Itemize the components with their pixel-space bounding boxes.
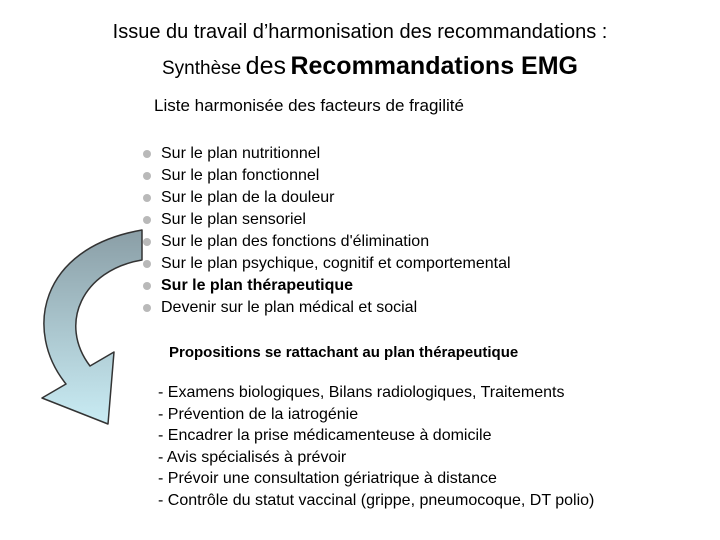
bullet-icon xyxy=(143,216,151,224)
therapeutic-proposals-heading: Propositions se rattachant au plan thérapeutique xyxy=(169,344,519,361)
proposal-item: - Prévention de la iatrogénie xyxy=(158,405,359,423)
proposal-item: - Contrôle du statut vaccinal (grippe, pneumocoque, DT polio) xyxy=(158,491,595,509)
factor-item xyxy=(141,231,511,253)
bullet-icon xyxy=(143,172,151,180)
proposal-item: - Encadrer la prise médicamenteuse à domicile xyxy=(158,427,492,444)
factor-label: Sur le plan psychique, cognitif et comportemental xyxy=(161,255,511,272)
proposal-item: - Avis spécialisés à prévoir xyxy=(158,448,347,466)
fragility-factors-list xyxy=(141,143,511,319)
proposal-item: - Examens biologiques, Bilans radiologiques, Traitements xyxy=(158,384,565,401)
factor-item xyxy=(141,209,511,231)
title-recommandations-emg: Recommandations EMG xyxy=(290,52,578,80)
slide-title-line1: Issue du travail d’harmonisation des recommandations : xyxy=(112,21,608,43)
factor-label: Devenir sur le plan médical et social xyxy=(161,299,418,316)
factor-item xyxy=(141,253,511,275)
title-des-word: des xyxy=(245,52,286,80)
factor-item xyxy=(141,187,511,209)
fragility-factors-heading: Liste harmonisée des facteurs de fragilité xyxy=(154,96,464,115)
factor-label: Sur le plan de la douleur xyxy=(161,189,335,206)
factor-label: Sur le plan fonctionnel xyxy=(161,167,320,184)
factor-item xyxy=(141,143,511,165)
factor-label: Sur le plan sensoriel xyxy=(161,211,306,228)
factor-label: Sur le plan nutritionnel xyxy=(161,145,321,162)
title-synthese-word: Synthèse xyxy=(161,58,242,79)
factor-item-highlighted xyxy=(141,275,511,297)
factor-item xyxy=(141,165,511,187)
factor-item xyxy=(141,297,511,319)
therapeutic-proposals-list xyxy=(158,382,594,511)
factor-label: Sur le plan thérapeutique xyxy=(161,277,354,294)
bullet-icon xyxy=(143,150,151,158)
bullet-icon xyxy=(143,194,151,202)
factor-label: Sur le plan des fonctions d'élimination xyxy=(161,233,430,250)
slide-title-line2 xyxy=(0,50,720,86)
proposal-item: - Prévoir une consultation gériatrique à distance xyxy=(158,470,497,487)
curved-arrow-icon xyxy=(30,228,150,428)
